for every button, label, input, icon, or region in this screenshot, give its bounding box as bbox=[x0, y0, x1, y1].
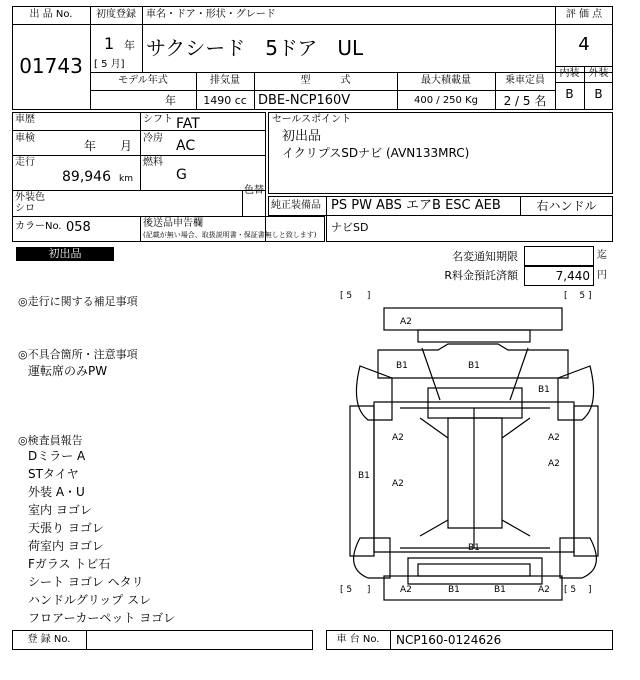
capacity-value: 2 / 5 名 bbox=[503, 94, 547, 108]
mileage-unit: km bbox=[119, 174, 133, 184]
model-label: 車名・ドア・形状・グレード bbox=[146, 9, 276, 20]
inspector-item: Dミラー A bbox=[28, 449, 86, 463]
inspector-item: ハンドルグリップ スレ bbox=[28, 593, 152, 607]
handle-value: 右ハンドル bbox=[536, 199, 597, 213]
inspection-label: 車検 bbox=[15, 133, 35, 144]
mileage-label: 走行 bbox=[15, 157, 35, 168]
fuel-label: 燃料 bbox=[143, 157, 163, 168]
chassis-label: 車 台 No. bbox=[336, 634, 380, 645]
first-listing-badge: 初出品 bbox=[16, 247, 114, 261]
mark-a2-left-lower: A2 bbox=[392, 479, 404, 489]
load-value: 400 / 250 Kg bbox=[414, 95, 478, 106]
chassis-value: NCP160-0124626 bbox=[396, 633, 502, 647]
inspector-item: 室内 ヨゴレ bbox=[28, 503, 92, 517]
type-label: 型 式 bbox=[300, 75, 351, 86]
mark-a2-right-upper: A2 bbox=[548, 433, 560, 443]
inspector-item: 天張り ヨゴレ bbox=[28, 521, 104, 535]
ac-label: 冷房 bbox=[143, 133, 163, 144]
exterior-label: 外装 bbox=[588, 68, 609, 79]
interior-label: 内装 bbox=[559, 68, 580, 79]
mark-b1-left-side: B1 bbox=[358, 471, 370, 481]
exterior-color-label: 外装色 bbox=[15, 192, 45, 203]
recycle-value: 7,440 bbox=[555, 269, 590, 283]
mark-b1-bottom-2: B1 bbox=[494, 585, 506, 595]
mark-a2-top: A2 bbox=[400, 317, 412, 327]
lot-label: 出 品 No. bbox=[29, 9, 73, 20]
recycle-unit: 円 bbox=[597, 270, 607, 281]
fuel-value: G bbox=[176, 167, 187, 183]
inspector-item: 外装 A・U bbox=[28, 485, 85, 499]
inspector-item: Fガラス トビ石 bbox=[28, 557, 111, 571]
after-label: 後送品申告欄 bbox=[143, 218, 203, 229]
meihen-box bbox=[524, 246, 594, 266]
exterior-color-value: シロ bbox=[15, 203, 35, 214]
history-label: 車歴 bbox=[15, 114, 35, 125]
inspection-value: 年 月 bbox=[84, 139, 133, 153]
equip-value: PS PW ABS エアB ESC AEB bbox=[331, 198, 501, 213]
grade-label: 評 価 点 bbox=[565, 9, 603, 20]
recycle-label: R料金預託済額 bbox=[444, 269, 518, 282]
after-note: (記載が無い場合、取扱説明書・保証書無しと致します) bbox=[143, 231, 317, 239]
navi-value: ナビSD bbox=[331, 221, 369, 234]
color-no-value: 058 bbox=[66, 220, 91, 235]
color-no-label: カラーNo. bbox=[15, 221, 62, 232]
mark-b1-bottom-1: B1 bbox=[448, 585, 460, 595]
equip-label: 純正装備品 bbox=[271, 200, 321, 211]
running-remarks-label: ◎走行に関する補足事項 bbox=[18, 295, 138, 308]
mark-b1-left: B1 bbox=[396, 361, 408, 371]
shift-label: シフト bbox=[143, 114, 173, 125]
model-year-label: モデル年式 bbox=[118, 75, 168, 86]
mark-a2-left-upper: A2 bbox=[392, 433, 404, 443]
tire-bl: [ 5 ] bbox=[340, 585, 371, 595]
sales-line1: 初出品 bbox=[282, 129, 322, 144]
ac-value: AC bbox=[176, 138, 196, 154]
inspector-item: シート ヨゴレ ヘタリ bbox=[28, 575, 144, 589]
mark-a2-bottom-right: A2 bbox=[538, 585, 550, 595]
meihen-label: 名変通知期限 bbox=[452, 250, 518, 263]
defect-label: ◎不具合箇所・注意事項 bbox=[18, 348, 138, 361]
capacity-label: 乗車定員 bbox=[505, 75, 545, 86]
inspector-item: STタイヤ bbox=[28, 467, 79, 481]
model-year-unit: 年 bbox=[165, 94, 176, 107]
shift-value: FAT bbox=[176, 116, 200, 132]
tire-tl: [ 5 ] bbox=[340, 291, 371, 301]
displacement-value: 1490 cc bbox=[203, 94, 247, 107]
exterior-grade: B bbox=[594, 87, 603, 101]
inspector-item: フロアーカーペット ヨゴレ bbox=[28, 611, 176, 625]
mileage-value: 89,946 bbox=[62, 169, 111, 185]
first-reg-label: 初度登録 bbox=[96, 9, 136, 20]
reg-no-label: 登 録 No. bbox=[27, 634, 71, 645]
vehicle-damage-diagram bbox=[338, 288, 612, 606]
color-change-label: 色替 bbox=[244, 185, 264, 196]
grade-value: 4 bbox=[578, 34, 590, 55]
tire-br: [ 5 ] bbox=[564, 585, 592, 595]
meihen-unit: 迄 bbox=[597, 250, 607, 261]
interior-grade: B bbox=[565, 87, 574, 101]
mark-b1-right: B1 bbox=[538, 385, 550, 395]
sales-line2: イクリプスSDナビ (AVN133MRC) bbox=[282, 146, 470, 160]
year-unit: 年 bbox=[124, 39, 135, 52]
mark-b1-rear: B1 bbox=[468, 543, 480, 553]
displacement-label: 排気量 bbox=[210, 75, 240, 86]
tire-tr: [ 5 ] bbox=[564, 291, 592, 301]
first-reg-year: 1 bbox=[104, 34, 115, 53]
navi-frame bbox=[326, 216, 613, 242]
defect-text: 運転席のみPW bbox=[28, 364, 108, 378]
mark-a2-right-lower: A2 bbox=[548, 459, 560, 469]
inspector-item: 荷室内 ヨゴレ bbox=[28, 539, 104, 553]
sales-label: セールスポイント bbox=[272, 114, 352, 125]
load-label: 最大積載量 bbox=[421, 75, 471, 86]
first-reg-month: [ 5 月] bbox=[94, 59, 125, 70]
mark-a2-bottom-left: A2 bbox=[400, 585, 412, 595]
model-name: サクシード 5ドア UL bbox=[146, 36, 364, 60]
lot-number: 01743 bbox=[19, 54, 83, 78]
inspector-label: ◎検査員報告 bbox=[18, 434, 83, 447]
type-value: DBE-NCP160V bbox=[258, 93, 351, 108]
mark-b1-center: B1 bbox=[468, 361, 480, 371]
